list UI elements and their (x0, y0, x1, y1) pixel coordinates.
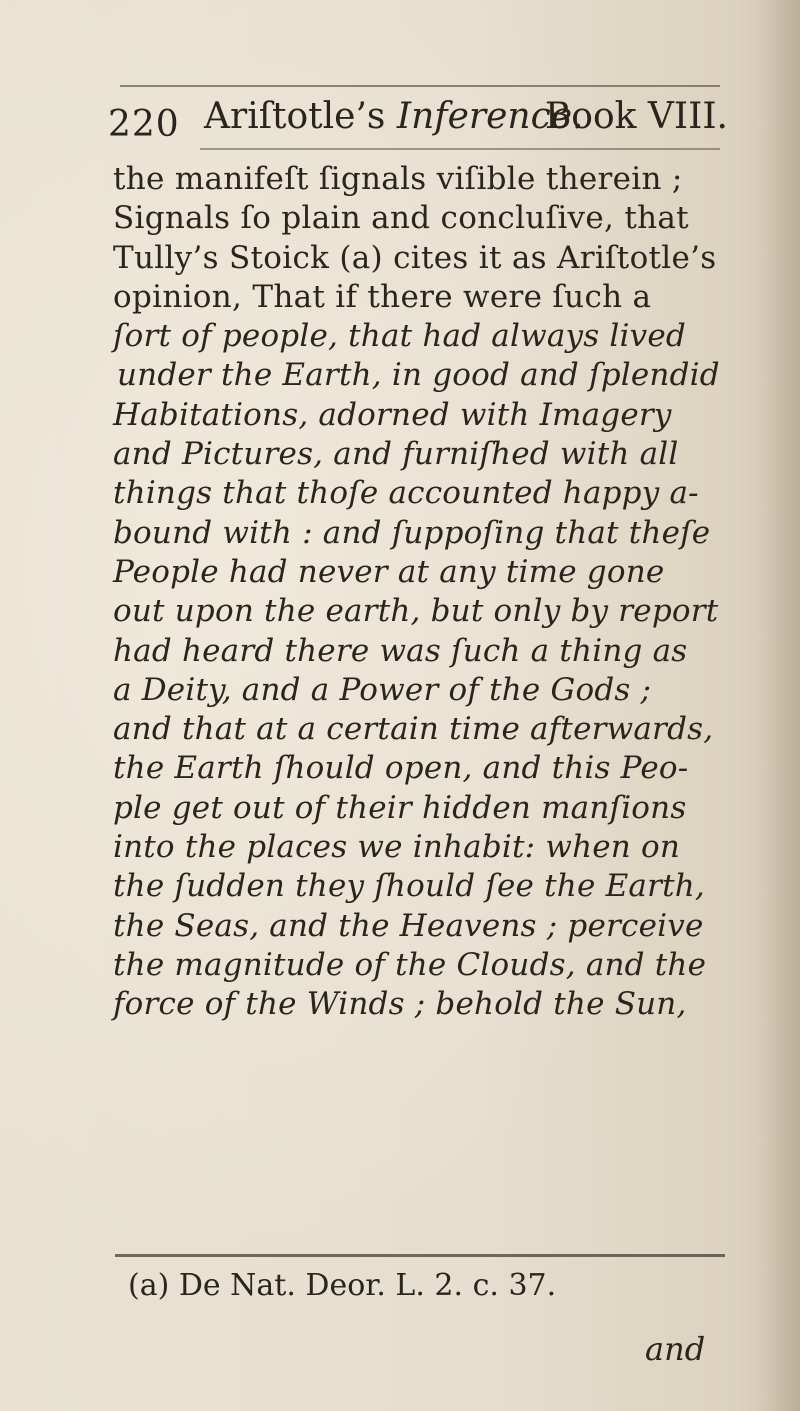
top-rule (120, 85, 720, 87)
text-line: and Pictures, and furniſhed with all (113, 436, 679, 473)
text-line: under the Earth, in good and ſplendid (117, 357, 720, 394)
text-line: a Deity, and a Power of the Gods ; (113, 671, 652, 708)
text-line: had heard there was ſuch a thing as (113, 632, 688, 669)
footnote-rule (115, 1254, 725, 1257)
text-line: Signals ſo plain and concluſive, that (113, 200, 689, 237)
text-line: Habitations, adorned with Imagery (113, 396, 672, 433)
text-line: and that at a certain time afterwards, (113, 711, 714, 748)
text-line: out upon the earth, but only by report (113, 593, 719, 630)
footnote: (a) De Nat. Deor. L. 2. c. 37. (128, 1268, 557, 1303)
header-rule (200, 148, 720, 150)
body-text (113, 160, 723, 1025)
text-line: the magnitude of the Clouds, and the (113, 946, 707, 983)
running-title (204, 96, 584, 137)
page-edge-shadow (760, 0, 800, 1411)
text-line: the Earth ſhould open, and this Peo- (113, 750, 689, 787)
text-line: the Seas, and the Heavens ; perceive (113, 907, 704, 944)
text-line: force of the Winds ; behold the Sun, (113, 986, 687, 1023)
text-line: things that thoſe accounted happy a- (113, 475, 699, 512)
running-title-italic: Inference. (396, 96, 584, 137)
book-label: Book VIII. (544, 96, 728, 137)
text-line: the manifeſt ſignals viſible therein ; (113, 161, 683, 197)
text-line: ple get out of their hidden manſions (113, 789, 687, 826)
page-header (108, 96, 728, 146)
catchword: and (645, 1330, 706, 1368)
text-line: bound with : and ſuppoſing that theſe (113, 514, 711, 551)
text-line: Tully’s Stoick (a) cites it as Ariſtotle’s (113, 239, 717, 276)
text-line: opinion, That if there were ſuch a (113, 278, 652, 315)
text-line: into the places we inhabit: when on (113, 829, 681, 866)
text-line: the ſudden they ſhould ſee the Earth, (113, 868, 705, 905)
running-title-author: Ariſtotle’s (204, 96, 386, 137)
page-number: 220 (108, 104, 180, 145)
text-line: ſort of people, that had always lived (113, 318, 686, 355)
text-line: People had never at any time gone (113, 553, 665, 590)
